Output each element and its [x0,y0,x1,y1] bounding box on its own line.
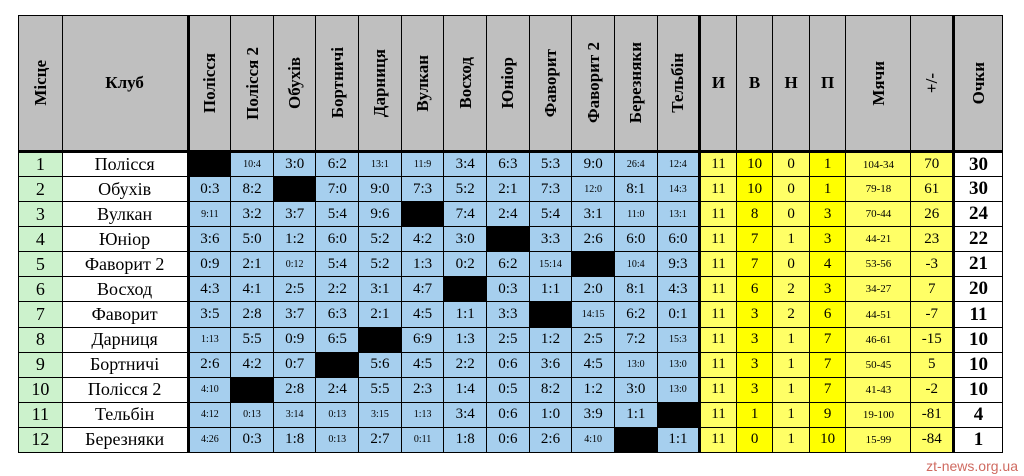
header-team: Березняки [614,16,657,152]
score-cell: 3:9 [572,402,615,427]
score-cell: 2:5 [487,327,530,352]
score-cell: 0:9 [273,327,316,352]
goals-cell: 15-99 [846,427,911,452]
score-cell: 6:3 [316,302,359,327]
games-cell: 11 [700,402,737,427]
score-cell: 5:2 [359,252,402,277]
goal-diff-cell: -3 [911,252,954,277]
score-cell: 0:9 [188,252,231,277]
score-cell: 3:3 [487,302,530,327]
draws-cell: 0 [773,152,810,177]
score-cell: 2:2 [316,277,359,302]
score-cell: 0:3 [231,427,274,452]
score-cell: 0:13 [231,402,274,427]
score-cell: 4:3 [188,277,231,302]
score-cell: 0:6 [487,402,530,427]
goals-cell: 79-18 [846,177,911,202]
goals-cell: 104-34 [846,152,911,177]
points-cell: 22 [954,227,1003,252]
score-cell: 15:14 [529,252,572,277]
self-match-cell [529,302,572,327]
score-cell: 5:4 [316,202,359,227]
place-cell: 11 [19,402,63,427]
score-cell: 15:3 [657,327,700,352]
place-cell: 8 [19,327,63,352]
table-row [19,252,1003,277]
losses-cell: 6 [809,302,846,327]
header-team: Восход [444,16,487,152]
score-cell: 3:4 [444,402,487,427]
place-cell: 4 [19,227,63,252]
self-match-cell [316,352,359,377]
header-team: Тельбін [657,16,700,152]
score-cell: 6:9 [401,327,444,352]
goal-diff-cell: 70 [911,152,954,177]
score-cell: 3:4 [444,152,487,177]
points-cell: 30 [954,177,1003,202]
goals-cell: 19-100 [846,402,911,427]
losses-cell: 3 [809,277,846,302]
place-cell: 3 [19,202,63,227]
score-cell: 6:2 [614,302,657,327]
score-cell: 3:7 [273,202,316,227]
wins-cell: 6 [736,277,773,302]
score-cell: 3:5 [188,302,231,327]
score-cell: 7:3 [529,177,572,202]
self-match-cell [188,152,231,177]
score-cell: 5:5 [359,377,402,402]
score-cell: 6:3 [487,152,530,177]
score-cell: 2:6 [572,227,615,252]
goal-diff-cell: 5 [911,352,954,377]
place-cell: 1 [19,152,63,177]
club-cell: Обухів [62,177,188,202]
score-cell: 3:3 [529,227,572,252]
wins-cell: 0 [736,427,773,452]
place-cell: 7 [19,302,63,327]
score-cell: 6:2 [316,152,359,177]
draws-cell: 1 [773,352,810,377]
draws-cell: 1 [773,327,810,352]
self-match-cell [359,327,402,352]
losses-cell: 1 [809,177,846,202]
score-cell: 0:6 [487,427,530,452]
club-cell: Фаворит 2 [62,252,188,277]
score-cell: 1:1 [529,277,572,302]
table-row [19,302,1003,327]
self-match-cell [273,177,316,202]
score-cell: 7:2 [614,327,657,352]
goal-diff-cell: -2 [911,377,954,402]
games-cell: 11 [700,327,737,352]
header-team: Фаворит [529,16,572,152]
score-cell: 4:7 [401,277,444,302]
score-cell: 0:2 [444,252,487,277]
score-cell: 0:5 [487,377,530,402]
score-cell: 1:13 [188,327,231,352]
header-points: Очки [954,16,1003,152]
score-cell: 7:4 [444,202,487,227]
score-cell: 1:8 [273,427,316,452]
goals-cell: 46-61 [846,327,911,352]
score-cell: 8:1 [614,177,657,202]
table-row [19,277,1003,302]
losses-cell: 7 [809,327,846,352]
score-cell: 12:0 [572,177,615,202]
self-match-cell [614,427,657,452]
score-cell: 2:6 [188,352,231,377]
score-cell: 3:2 [231,202,274,227]
header-team: Обухів [273,16,316,152]
wins-cell: 3 [736,377,773,402]
goal-diff-cell: -7 [911,302,954,327]
club-cell: Вулкан [62,202,188,227]
goals-cell: 44-51 [846,302,911,327]
table-row [19,327,1003,352]
table-row [19,427,1003,452]
losses-cell: 7 [809,352,846,377]
score-cell: 2:1 [359,302,402,327]
points-cell: 10 [954,352,1003,377]
losses-cell: 4 [809,252,846,277]
club-cell: Полісся [62,152,188,177]
games-cell: 11 [700,277,737,302]
score-cell: 13:0 [657,352,700,377]
wins-cell: 10 [736,177,773,202]
score-cell: 2:5 [273,277,316,302]
score-cell: 5:4 [316,252,359,277]
score-cell: 4:5 [401,302,444,327]
points-cell: 11 [954,302,1003,327]
score-cell: 13:0 [614,352,657,377]
score-cell: 6:0 [657,227,700,252]
score-cell: 3:0 [444,227,487,252]
score-cell: 2:3 [401,377,444,402]
goals-cell: 44-21 [846,227,911,252]
header-team: Бортничі [316,16,359,152]
games-cell: 11 [700,227,737,252]
score-cell: 0:13 [316,402,359,427]
score-cell: 1:3 [401,252,444,277]
score-cell: 10:4 [614,252,657,277]
score-cell: 1:4 [444,377,487,402]
score-cell: 0:12 [273,252,316,277]
score-cell: 5:4 [529,202,572,227]
score-cell: 3:15 [359,402,402,427]
place-cell: 2 [19,177,63,202]
wins-cell: 3 [736,302,773,327]
table-row [19,152,1003,177]
draws-cell: 1 [773,427,810,452]
score-cell: 1:0 [529,402,572,427]
header-team: Полісся [188,16,231,152]
score-cell: 13:0 [657,377,700,402]
score-cell: 3:0 [614,377,657,402]
score-cell: 7:3 [401,177,444,202]
score-cell: 6:2 [487,252,530,277]
score-cell: 3:14 [273,402,316,427]
standings-table [18,15,1003,453]
club-cell: Фаворит [62,302,188,327]
draws-cell: 0 [773,177,810,202]
goal-diff-cell: -84 [911,427,954,452]
score-cell: 1:2 [273,227,316,252]
games-cell: 11 [700,202,737,227]
games-cell: 11 [700,177,737,202]
self-match-cell [231,377,274,402]
header-row [19,16,1003,152]
place-cell: 5 [19,252,63,277]
header-losses: П [809,16,846,152]
goals-cell: 70-44 [846,202,911,227]
club-cell: Полісся 2 [62,377,188,402]
games-cell: 11 [700,302,737,327]
losses-cell: 10 [809,427,846,452]
header-draws: Н [773,16,810,152]
score-cell: 0:6 [487,352,530,377]
wins-cell: 1 [736,402,773,427]
table-row [19,227,1003,252]
score-cell: 11:9 [401,152,444,177]
wins-cell: 8 [736,202,773,227]
score-cell: 0:1 [657,302,700,327]
club-cell: Березняки [62,427,188,452]
draws-cell: 1 [773,227,810,252]
table-row [19,202,1003,227]
losses-cell: 1 [809,152,846,177]
goals-cell: 34-27 [846,277,911,302]
games-cell: 11 [700,252,737,277]
score-cell: 0:3 [188,177,231,202]
points-cell: 10 [954,327,1003,352]
score-cell: 3:1 [572,202,615,227]
header-team: Вулкан [401,16,444,152]
games-cell: 11 [700,152,737,177]
draws-cell: 1 [773,402,810,427]
score-cell: 3:6 [188,227,231,252]
goal-diff-cell: -81 [911,402,954,427]
points-cell: 1 [954,427,1003,452]
goals-cell: 41-43 [846,377,911,402]
header-team: Юніор [487,16,530,152]
goal-diff-cell: 23 [911,227,954,252]
score-cell: 6:5 [316,327,359,352]
score-cell: 2:2 [444,352,487,377]
score-cell: 6:0 [316,227,359,252]
header-club: Клуб [62,16,188,152]
place-cell: 12 [19,427,63,452]
score-cell: 2:7 [359,427,402,452]
score-cell: 1:13 [401,402,444,427]
score-cell: 4:2 [231,352,274,377]
score-cell: 7:0 [316,177,359,202]
score-cell: 3:7 [273,302,316,327]
score-cell: 4:3 [657,277,700,302]
club-cell: Восход [62,277,188,302]
table-row [19,352,1003,377]
score-cell: 14:15 [572,302,615,327]
place-cell: 9 [19,352,63,377]
wins-cell: 10 [736,152,773,177]
score-cell: 5:6 [359,352,402,377]
self-match-cell [444,277,487,302]
score-cell: 8:2 [529,377,572,402]
goal-diff-cell: -15 [911,327,954,352]
score-cell: 5:5 [231,327,274,352]
club-cell: Юніор [62,227,188,252]
header-wins: В [736,16,773,152]
score-cell: 4:10 [572,427,615,452]
score-cell: 9:11 [188,202,231,227]
score-cell: 2:4 [487,202,530,227]
self-match-cell [487,227,530,252]
score-cell: 5:3 [529,152,572,177]
table-body [19,152,1003,453]
score-cell: 2:1 [231,252,274,277]
score-cell: 2:6 [529,427,572,452]
goal-diff-cell: 26 [911,202,954,227]
wins-cell: 7 [736,227,773,252]
games-cell: 11 [700,427,737,452]
place-cell: 10 [19,377,63,402]
self-match-cell [657,402,700,427]
score-cell: 9:6 [359,202,402,227]
draws-cell: 1 [773,377,810,402]
table-row [19,177,1003,202]
header-goals: Мячи [846,16,911,152]
score-cell: 3:0 [273,152,316,177]
score-cell: 4:5 [572,352,615,377]
score-cell: 1:8 [444,427,487,452]
club-cell: Бортничі [62,352,188,377]
score-cell: 5:2 [444,177,487,202]
score-cell: 11:0 [614,202,657,227]
wins-cell: 3 [736,327,773,352]
draws-cell: 2 [773,277,810,302]
self-match-cell [401,202,444,227]
points-cell: 4 [954,402,1003,427]
watermark: zt-news.org.ua [926,458,1018,474]
header-team: Фаворит 2 [572,16,615,152]
score-cell: 26:4 [614,152,657,177]
points-cell: 30 [954,152,1003,177]
header-team: Полісся 2 [231,16,274,152]
header-team: Дарниця [359,16,402,152]
score-cell: 13:1 [359,152,402,177]
score-cell: 2:1 [487,177,530,202]
score-cell: 1:1 [614,402,657,427]
goal-diff-cell: 7 [911,277,954,302]
losses-cell: 3 [809,227,846,252]
score-cell: 1:1 [444,302,487,327]
wins-cell: 3 [736,352,773,377]
header-games: И [700,16,737,152]
score-cell: 3:1 [359,277,402,302]
score-cell: 5:2 [359,227,402,252]
score-cell: 0:7 [273,352,316,377]
score-cell: 5:0 [231,227,274,252]
score-cell: 1:2 [529,327,572,352]
score-cell: 13:1 [657,202,700,227]
header-place: Місце [19,16,63,152]
score-cell: 1:3 [444,327,487,352]
score-cell: 8:1 [614,277,657,302]
table-row [19,377,1003,402]
score-cell: 0:13 [316,427,359,452]
points-cell: 24 [954,202,1003,227]
score-cell: 4:10 [188,377,231,402]
draws-cell: 0 [773,252,810,277]
score-cell: 4:26 [188,427,231,452]
score-cell: 4:5 [401,352,444,377]
score-cell: 8:2 [231,177,274,202]
goals-cell: 53-56 [846,252,911,277]
self-match-cell [572,252,615,277]
score-cell: 12:4 [657,152,700,177]
points-cell: 20 [954,277,1003,302]
score-cell: 2:0 [572,277,615,302]
place-cell: 6 [19,277,63,302]
score-cell: 1:1 [657,427,700,452]
table-row [19,402,1003,427]
score-cell: 0:11 [401,427,444,452]
score-cell: 10:4 [231,152,274,177]
score-cell: 2:5 [572,327,615,352]
club-cell: Дарниця [62,327,188,352]
wins-cell: 7 [736,252,773,277]
score-cell: 1:2 [572,377,615,402]
score-cell: 2:8 [231,302,274,327]
score-cell: 4:12 [188,402,231,427]
score-cell: 3:6 [529,352,572,377]
games-cell: 11 [700,377,737,402]
losses-cell: 3 [809,202,846,227]
score-cell: 9:3 [657,252,700,277]
header-goal-diff: +/- [911,16,954,152]
losses-cell: 7 [809,377,846,402]
points-cell: 21 [954,252,1003,277]
draws-cell: 2 [773,302,810,327]
score-cell: 6:0 [614,227,657,252]
draws-cell: 0 [773,202,810,227]
score-cell: 2:4 [316,377,359,402]
score-cell: 4:2 [401,227,444,252]
score-cell: 9:0 [572,152,615,177]
club-cell: Тельбін [62,402,188,427]
losses-cell: 9 [809,402,846,427]
score-cell: 9:0 [359,177,402,202]
goal-diff-cell: 61 [911,177,954,202]
score-cell: 4:1 [231,277,274,302]
points-cell: 10 [954,377,1003,402]
score-cell: 0:3 [487,277,530,302]
score-cell: 14:3 [657,177,700,202]
games-cell: 11 [700,352,737,377]
goals-cell: 50-45 [846,352,911,377]
score-cell: 2:8 [273,377,316,402]
